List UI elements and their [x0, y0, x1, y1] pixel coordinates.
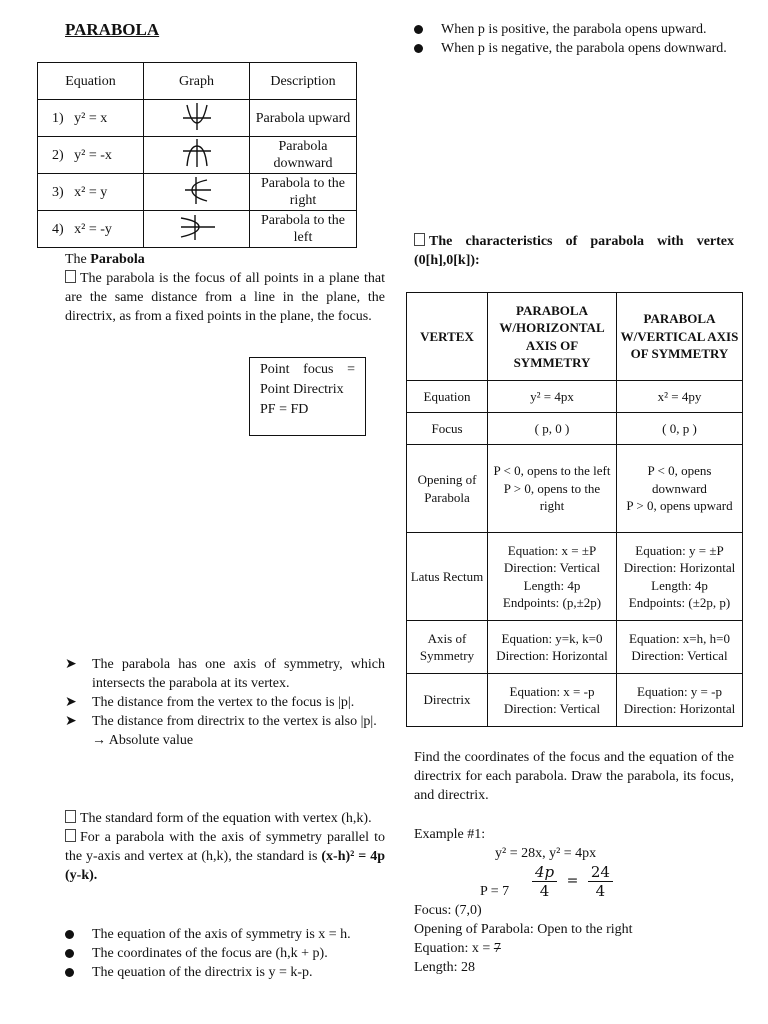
header-equation: Equation	[38, 63, 144, 100]
pf-box-line: Point Directrix	[260, 382, 344, 397]
characteristics-table	[406, 292, 743, 727]
equals-sign: =	[566, 873, 579, 889]
parabola-downward-sketch-icon	[177, 138, 217, 168]
equation-cell: 4) x² = -y	[38, 211, 144, 248]
example-focus: Focus: (7,0)	[414, 903, 482, 918]
table-row	[38, 100, 357, 137]
vertical-cell: Equation: y = -p Direction: Horizontal	[617, 674, 743, 727]
checkbox-glyph-icon	[65, 829, 76, 842]
equation-cell: 3) x² = y	[38, 174, 144, 211]
focus-bullets	[65, 925, 385, 982]
horizontal-cell: P < 0, opens to the left P > 0, opens to the right	[488, 445, 617, 533]
list-item: The qeuation of the directrix is y = k-p.	[65, 963, 385, 982]
axis-bullets	[65, 655, 385, 750]
example-given: y² = 28x, y² = 4px	[495, 846, 597, 861]
list-item: ➤ The parabola has one axis of symmetry, which intersects the parabola at its vertex.	[65, 657, 385, 691]
fraction-numerator: 4p	[532, 863, 557, 882]
fraction-denominator: 4	[595, 882, 606, 900]
standard-form-line: For a parabola with the axis of symmetry parallel to the y-axis and vertex at (h,k), the standard is (x-h)² = 4p (y-k).	[65, 830, 386, 883]
vertical-cell: P < 0, opens downward P > 0, opens upward	[617, 445, 743, 533]
graph-cell	[144, 100, 250, 137]
p-value: P = 7	[480, 884, 510, 899]
checkbox-glyph-icon	[414, 233, 425, 246]
bullet-dot-icon	[65, 949, 74, 958]
vertical-cell: ( 0, p )	[617, 413, 743, 445]
exercise-instructions: Find the coordinates of the focus and the equation of the directrix for each parabola. Draw the parabola, its focus, and directrix.	[414, 750, 734, 803]
horizontal-cell: Equation: y=k, k=0 Direction: Horizontal	[488, 621, 617, 674]
definition-text: The parabola is the focus of all points in a plane that are the same distance from a line in the plane, the directrix, as from a fixed points in the plane, the focus.	[65, 271, 385, 324]
checkbox-glyph-icon	[65, 270, 76, 283]
example-length: Length: 28	[414, 960, 476, 975]
list-item: The equation of the axis of symmetry is x = h.	[65, 925, 385, 944]
horizontal-cell: Equation: x = -p Direction: Vertical	[488, 674, 617, 727]
row-label: Directrix	[407, 674, 488, 727]
equation-cell: 1) y² = x	[38, 100, 144, 137]
arrowhead-bullet-icon: ➤	[65, 695, 77, 710]
row-label: Opening of Parabola	[407, 445, 488, 533]
vertical-cell: Equation: y = ±P Direction: Horizontal Length: 4p Endpoints: (±2p, p)	[617, 533, 743, 621]
bullet-dot-icon	[414, 25, 423, 34]
table-row	[407, 413, 743, 445]
row-label: Focus	[407, 413, 488, 445]
arrowhead-bullet-icon: ➤	[65, 714, 77, 729]
description-cell: Parabola downward	[250, 137, 357, 174]
absolute-value-note: → Absolute value	[92, 733, 194, 748]
graph-cell	[144, 174, 250, 211]
table-row	[38, 211, 357, 248]
example-p-row	[414, 863, 744, 901]
table-row	[38, 174, 357, 211]
parabola-upward-sketch-icon	[177, 101, 217, 131]
example-opening: Opening of Parabola: Open to the right	[414, 922, 633, 937]
header-vertical-axis: PARABOLA W/VERTICAL AXIS OF SYMMETRY	[617, 293, 743, 381]
bullet-dot-icon	[65, 930, 74, 939]
description-cell: Parabola upward	[250, 100, 357, 137]
graph-cell	[144, 137, 250, 174]
table-row	[407, 445, 743, 533]
characteristics-heading: The characteristics of parabola with vertex (0[h],0[k]):	[414, 234, 734, 268]
horizontal-cell: Equation: x = ±P Direction: Vertical Length: 4p Endpoints: (p,±2p)	[488, 533, 617, 621]
opens-bullets	[414, 20, 734, 58]
parabola-left-sketch-icon	[175, 212, 219, 242]
standard-form-line: The standard form of the equation with vertex (h,k).	[65, 809, 385, 828]
equation-cell: 2) y² = -x	[38, 137, 144, 174]
horizontal-cell: ( p, 0 )	[488, 413, 617, 445]
arrowhead-bullet-icon: ➤	[65, 657, 77, 672]
header-description: Description	[250, 63, 357, 100]
parabola-types-table	[37, 62, 357, 248]
list-item: ➤ The distance from the vertex to the focus is |p|.	[65, 695, 355, 710]
example-label: Example #1:	[414, 827, 486, 842]
pf-fd-box	[249, 357, 366, 436]
description-cell: Parabola to the right	[250, 174, 357, 211]
vertical-cell: Equation: x=h, h=0 Direction: Vertical	[617, 621, 743, 674]
table-row	[407, 621, 743, 674]
horizontal-cell: y² = 4px	[488, 381, 617, 413]
graph-cell	[144, 211, 250, 248]
parabola-definition	[65, 250, 385, 326]
table-row	[407, 674, 743, 727]
table-row	[407, 533, 743, 621]
pf-box-line: Point focus =	[260, 362, 355, 377]
parabola-heading: The Parabola	[65, 252, 145, 267]
list-item: When p is negative, the parabola opens downward.	[414, 39, 734, 58]
description-cell: Parabola to the left	[250, 211, 357, 248]
vertical-cell: x² = 4py	[617, 381, 743, 413]
table-header-row	[407, 293, 743, 381]
table-row	[407, 381, 743, 413]
header-horizontal-axis: PARABOLA W/HORIZONTAL AXIS OF SYMMETRY	[488, 293, 617, 381]
checkbox-glyph-icon	[65, 810, 76, 823]
bullet-dot-icon	[414, 44, 423, 53]
row-label: Axis of Symmetry	[407, 621, 488, 674]
example-equation: Equation: x = 7	[414, 941, 501, 956]
parabola-right-sketch-icon	[177, 175, 217, 205]
list-item: The coordinates of the focus are (h,k + p).	[65, 944, 385, 963]
standard-form	[65, 809, 385, 885]
fraction-denominator: 4	[539, 882, 550, 900]
fraction-numerator: 24	[588, 863, 613, 882]
header-vertex: VERTEX	[407, 293, 488, 381]
bullet-dot-icon	[65, 968, 74, 977]
table-row	[38, 137, 357, 174]
page-title: PARABOLA	[65, 20, 160, 39]
row-label: Latus Rectum	[407, 533, 488, 621]
table-header-row	[38, 63, 357, 100]
list-item: When p is positive, the parabola opens upward.	[414, 20, 734, 39]
fraction-equation	[532, 863, 613, 900]
header-graph: Graph	[144, 63, 250, 100]
example-1	[414, 825, 744, 977]
pf-box-line: PF = FD	[260, 402, 309, 417]
row-label: Equation	[407, 381, 488, 413]
list-item: ➤ The distance from directrix to the vertex is also |p|.	[65, 714, 377, 729]
